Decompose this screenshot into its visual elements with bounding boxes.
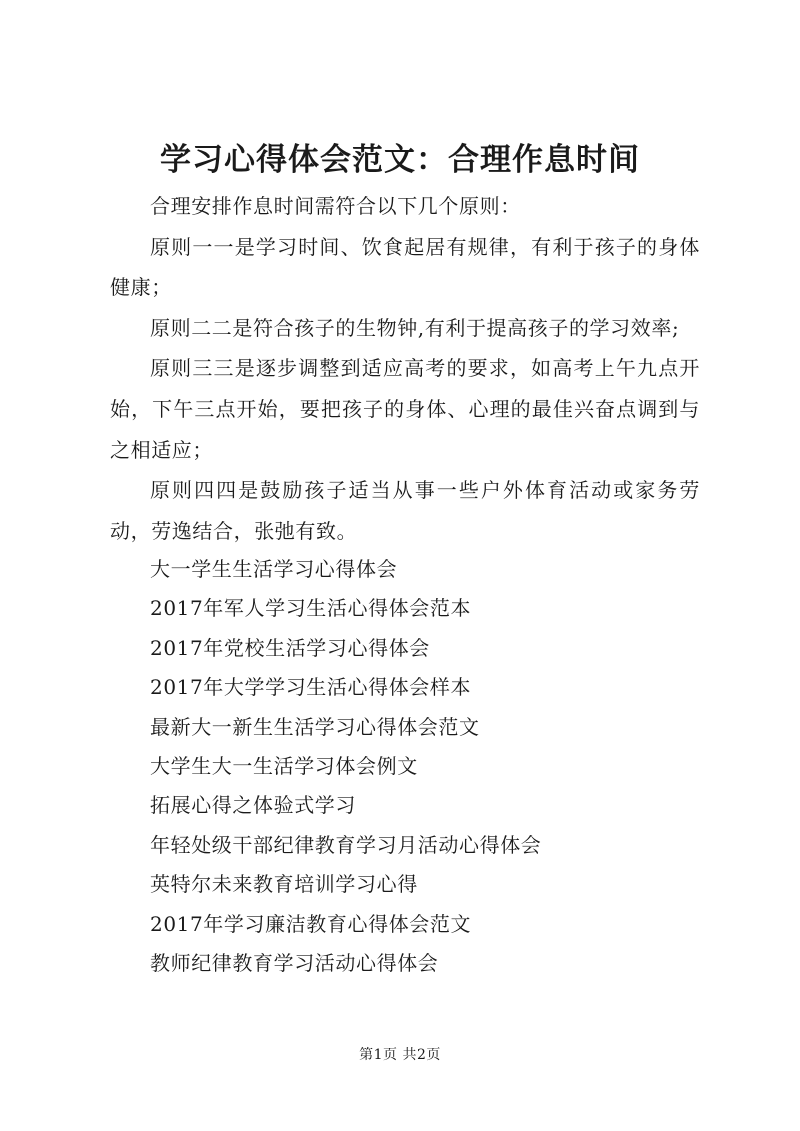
related-link[interactable]: 最新大一新生生活学习心得体会范文 <box>150 714 480 739</box>
related-link[interactable]: 2017年军人学习生活心得体会范本 <box>150 596 472 621</box>
paragraph: 原则二二是符合孩子的生物钟,有利于提高孩子的学习效率; <box>150 315 680 340</box>
related-link[interactable]: 教师纪律教育学习活动心得体会 <box>150 951 439 976</box>
related-link[interactable]: 大一学生生活学习心得体会 <box>150 557 398 581</box>
paragraph: 合理安排作息时间需符合以下几个原则： <box>150 194 521 218</box>
related-link[interactable]: 年轻处级干部纪律教育学习月活动心得体会 <box>150 832 542 857</box>
related-link[interactable]: 2017年学习廉洁教育心得体会范文 <box>150 911 472 936</box>
related-link[interactable]: 大学生大一生活学习体会例文 <box>150 754 418 779</box>
related-link[interactable]: 2017年党校生活学习心得体会 <box>150 635 430 660</box>
related-link[interactable]: 拓展心得之体验式学习 <box>150 793 356 818</box>
related-links-list <box>150 550 541 983</box>
paragraph: 原则三三是逐步调整到适应高考的要求，如高考上午九点开始，下午三点开始，要把孩子的身体、心理的最佳兴奋点调到与之相适应； <box>110 356 700 462</box>
document-body <box>110 186 700 551</box>
paragraph: 原则四四是鼓励孩子适当从事一些户外体育活动或家务劳动，劳逸结合，张弛有致。 <box>110 478 700 543</box>
related-link[interactable]: 英特尔未来教育培训学习心得 <box>150 872 418 897</box>
document-title: 学习心得体会范文：合理作息时间 <box>160 142 640 178</box>
paragraph: 原则一一是学习时间、饮食起居有规律，有利于孩子的身体健康； <box>110 234 700 300</box>
page-number-footer: 第1页 共2页 <box>359 1047 441 1063</box>
related-link[interactable]: 2017年大学学习生活心得体会样本 <box>150 675 472 700</box>
